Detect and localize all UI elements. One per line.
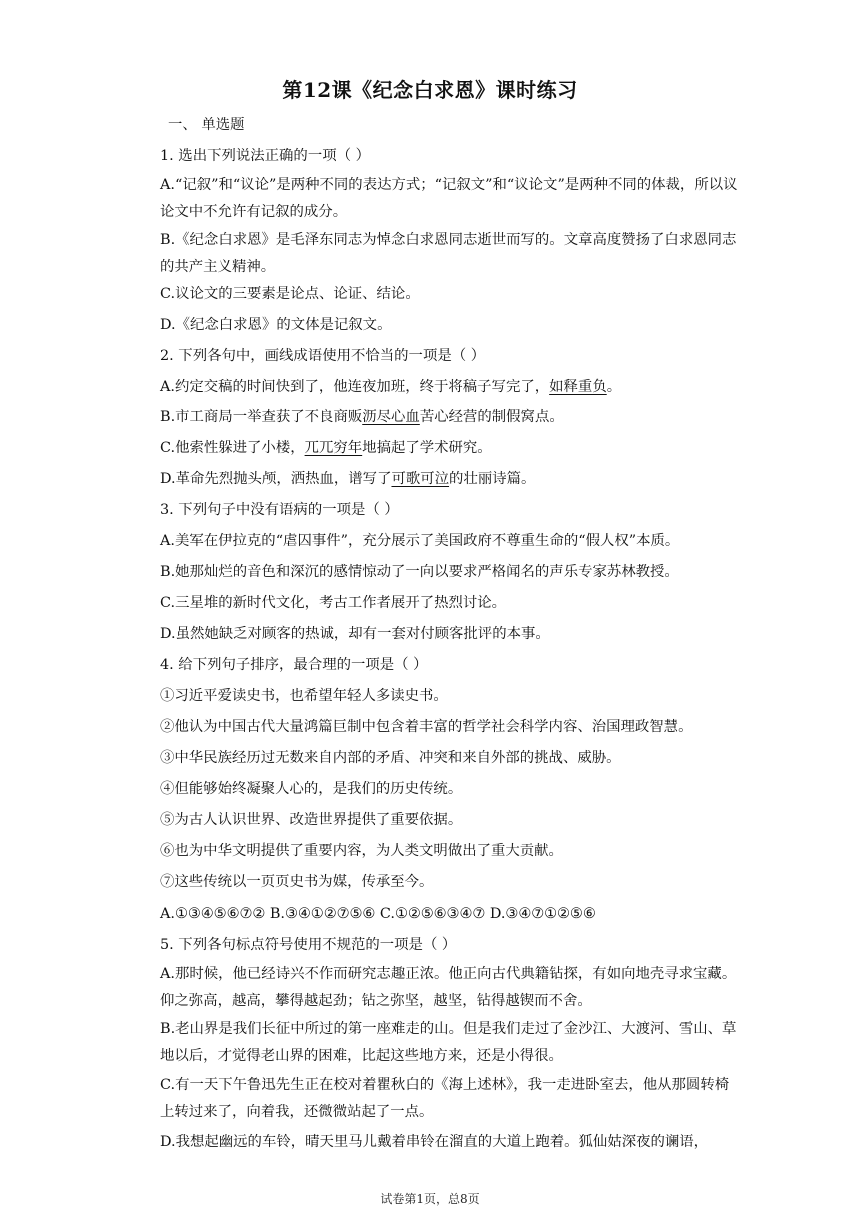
question-5-stem: 5. 下列各句标点符号使用不规范的一项是（ ）	[160, 937, 457, 953]
question-5-option-c: C.有一天下午鲁迅先生正在校对着瞿秋白的《海上述林》，我一走进卧室去，他从那圆转椅上转过来了，向着我，还微微站起了一点。	[160, 1077, 730, 1120]
question-4-sentence-3: ③中华民族经历过无数来自内部的矛盾、冲突和来自外部的挑战、威胁。	[160, 750, 621, 766]
question-1-stem: 1. 选出下列说法正确的一项（ ）	[160, 148, 370, 164]
option-text: A.约定交稿的时间快到了，他连夜加班，终于将稿子写完了，	[160, 379, 550, 395]
question-5-option-d: D.我想起幽远的车铃，晴天里马儿戴着串铃在溜直的大道上跑着。狐仙姑深夜的谰语，	[160, 1134, 709, 1150]
question-4-sentence-7: ⑦这些传统以一页页史书为媒，传承至今。	[160, 874, 434, 890]
question-3-option-c: C.三星堆的新时代文化，考古工作者展开了热烈讨论。	[160, 595, 507, 611]
underlined-idiom: 沥尽心血	[362, 409, 420, 425]
page-title: 第12课《纪念白求恩》课时练习	[282, 78, 578, 102]
question-3-option-b: B.她那灿烂的音色和深沉的感情惊动了一向以要求严格闻名的声乐专家苏林教授。	[160, 564, 679, 580]
question-1-option-a: A.“记叙”和“议论”是两种不同的表达方式；“记叙文”和“议论文”是两种不同的体裁，所以议论文中不允许有记叙的成分。	[160, 177, 738, 220]
question-2-option-a	[160, 376, 740, 398]
page-footer: 试卷第1页，总8页	[380, 1192, 480, 1206]
question-2-option-d	[160, 468, 740, 490]
option-text: 地搞起了学术研究。	[362, 440, 492, 456]
question-1-option-c: C.议论文的三要素是论点、论证、结论。	[160, 286, 420, 302]
option-text: 的壮丽诗篇。	[449, 471, 536, 487]
question-3-option-d: D.虽然她缺乏对顾客的热诚，却有一套对付顾客批评的本事。	[160, 626, 550, 642]
question-3-stem: 3. 下列句子中没有语病的一项是（ ）	[160, 502, 399, 518]
underlined-idiom: 可歌可泣	[391, 471, 450, 487]
option-text: B.市工商局一举查获了不良商贩	[160, 409, 363, 425]
question-1-option-b: B.《纪念白求恩》是毛泽东同志为悼念白求恩同志逝世而写的。文章高度赞扬了白求恩同志的共产主义精神。	[160, 232, 737, 275]
question-1-option-d: D.《纪念白求恩》的文体是记叙文。	[160, 317, 392, 333]
option-text: C.他索性躲进了小楼，	[160, 440, 305, 456]
option-text: D.革命先烈抛头颅，洒热血，谱写了	[160, 471, 392, 487]
question-4-sentence-1: ①习近平爱读史书，也希望年轻人多读史书。	[160, 688, 448, 704]
question-2-stem: 2. 下列各句中，画线成语使用不恰当的一项是（ ）	[160, 348, 486, 364]
question-4-stem: 4. 给下列句子排序，最合理的一项是（ ）	[160, 657, 428, 673]
question-4-options: A.①③④⑤⑥⑦② B.③④①②⑦⑤⑥ C.①②⑤⑥③④⑦ D.③④⑦①②⑤⑥	[160, 906, 596, 922]
section-heading: 一、 单选题	[168, 117, 245, 133]
underlined-idiom: 兀兀穷年	[304, 440, 363, 456]
underlined-idiom: 如释重负	[549, 379, 607, 395]
question-5-option-b: B.老山界是我们长征中所过的第一座难走的山。但是我们走过了金沙江、大渡河、雪山、草地以后，才觉得老山界的困难，比起这些地方来，还是小得很。	[160, 1021, 737, 1064]
option-text: 。	[606, 379, 622, 395]
question-4-sentence-4: ④但能够始终凝聚人心的，是我们的历史传统。	[160, 781, 463, 797]
question-3-option-a: A.美军在伊拉克的“虐囚事件”，充分展示了美国政府不尊重生命的“假人权”本质。	[160, 533, 680, 549]
question-4-sentence-6: ⑥也为中华文明提供了重要内容，为人类文明做出了重大贡献。	[160, 843, 563, 859]
question-4-sentence-5: ⑤为古人认识世界、改造世界提供了重要依据。	[160, 812, 463, 828]
question-5-option-a: A.那时候，他已经诗兴不作而研究志趣正浓。他正向古代典籍钻探，有如向地壳寻求宝藏。仰之弥高，越高，攀得越起劲；钻之弥坚，越坚，钻得越锲而不舍。	[160, 966, 737, 1009]
question-4-sentence-2: ②他认为中国古代大量鸿篇巨制中包含着丰富的哲学社会科学内容、治国理政智慧。	[160, 719, 693, 735]
option-text: 苦心经营的制假窝点。	[419, 409, 564, 425]
question-2-option-b	[160, 406, 740, 428]
question-2-option-c	[160, 437, 740, 459]
